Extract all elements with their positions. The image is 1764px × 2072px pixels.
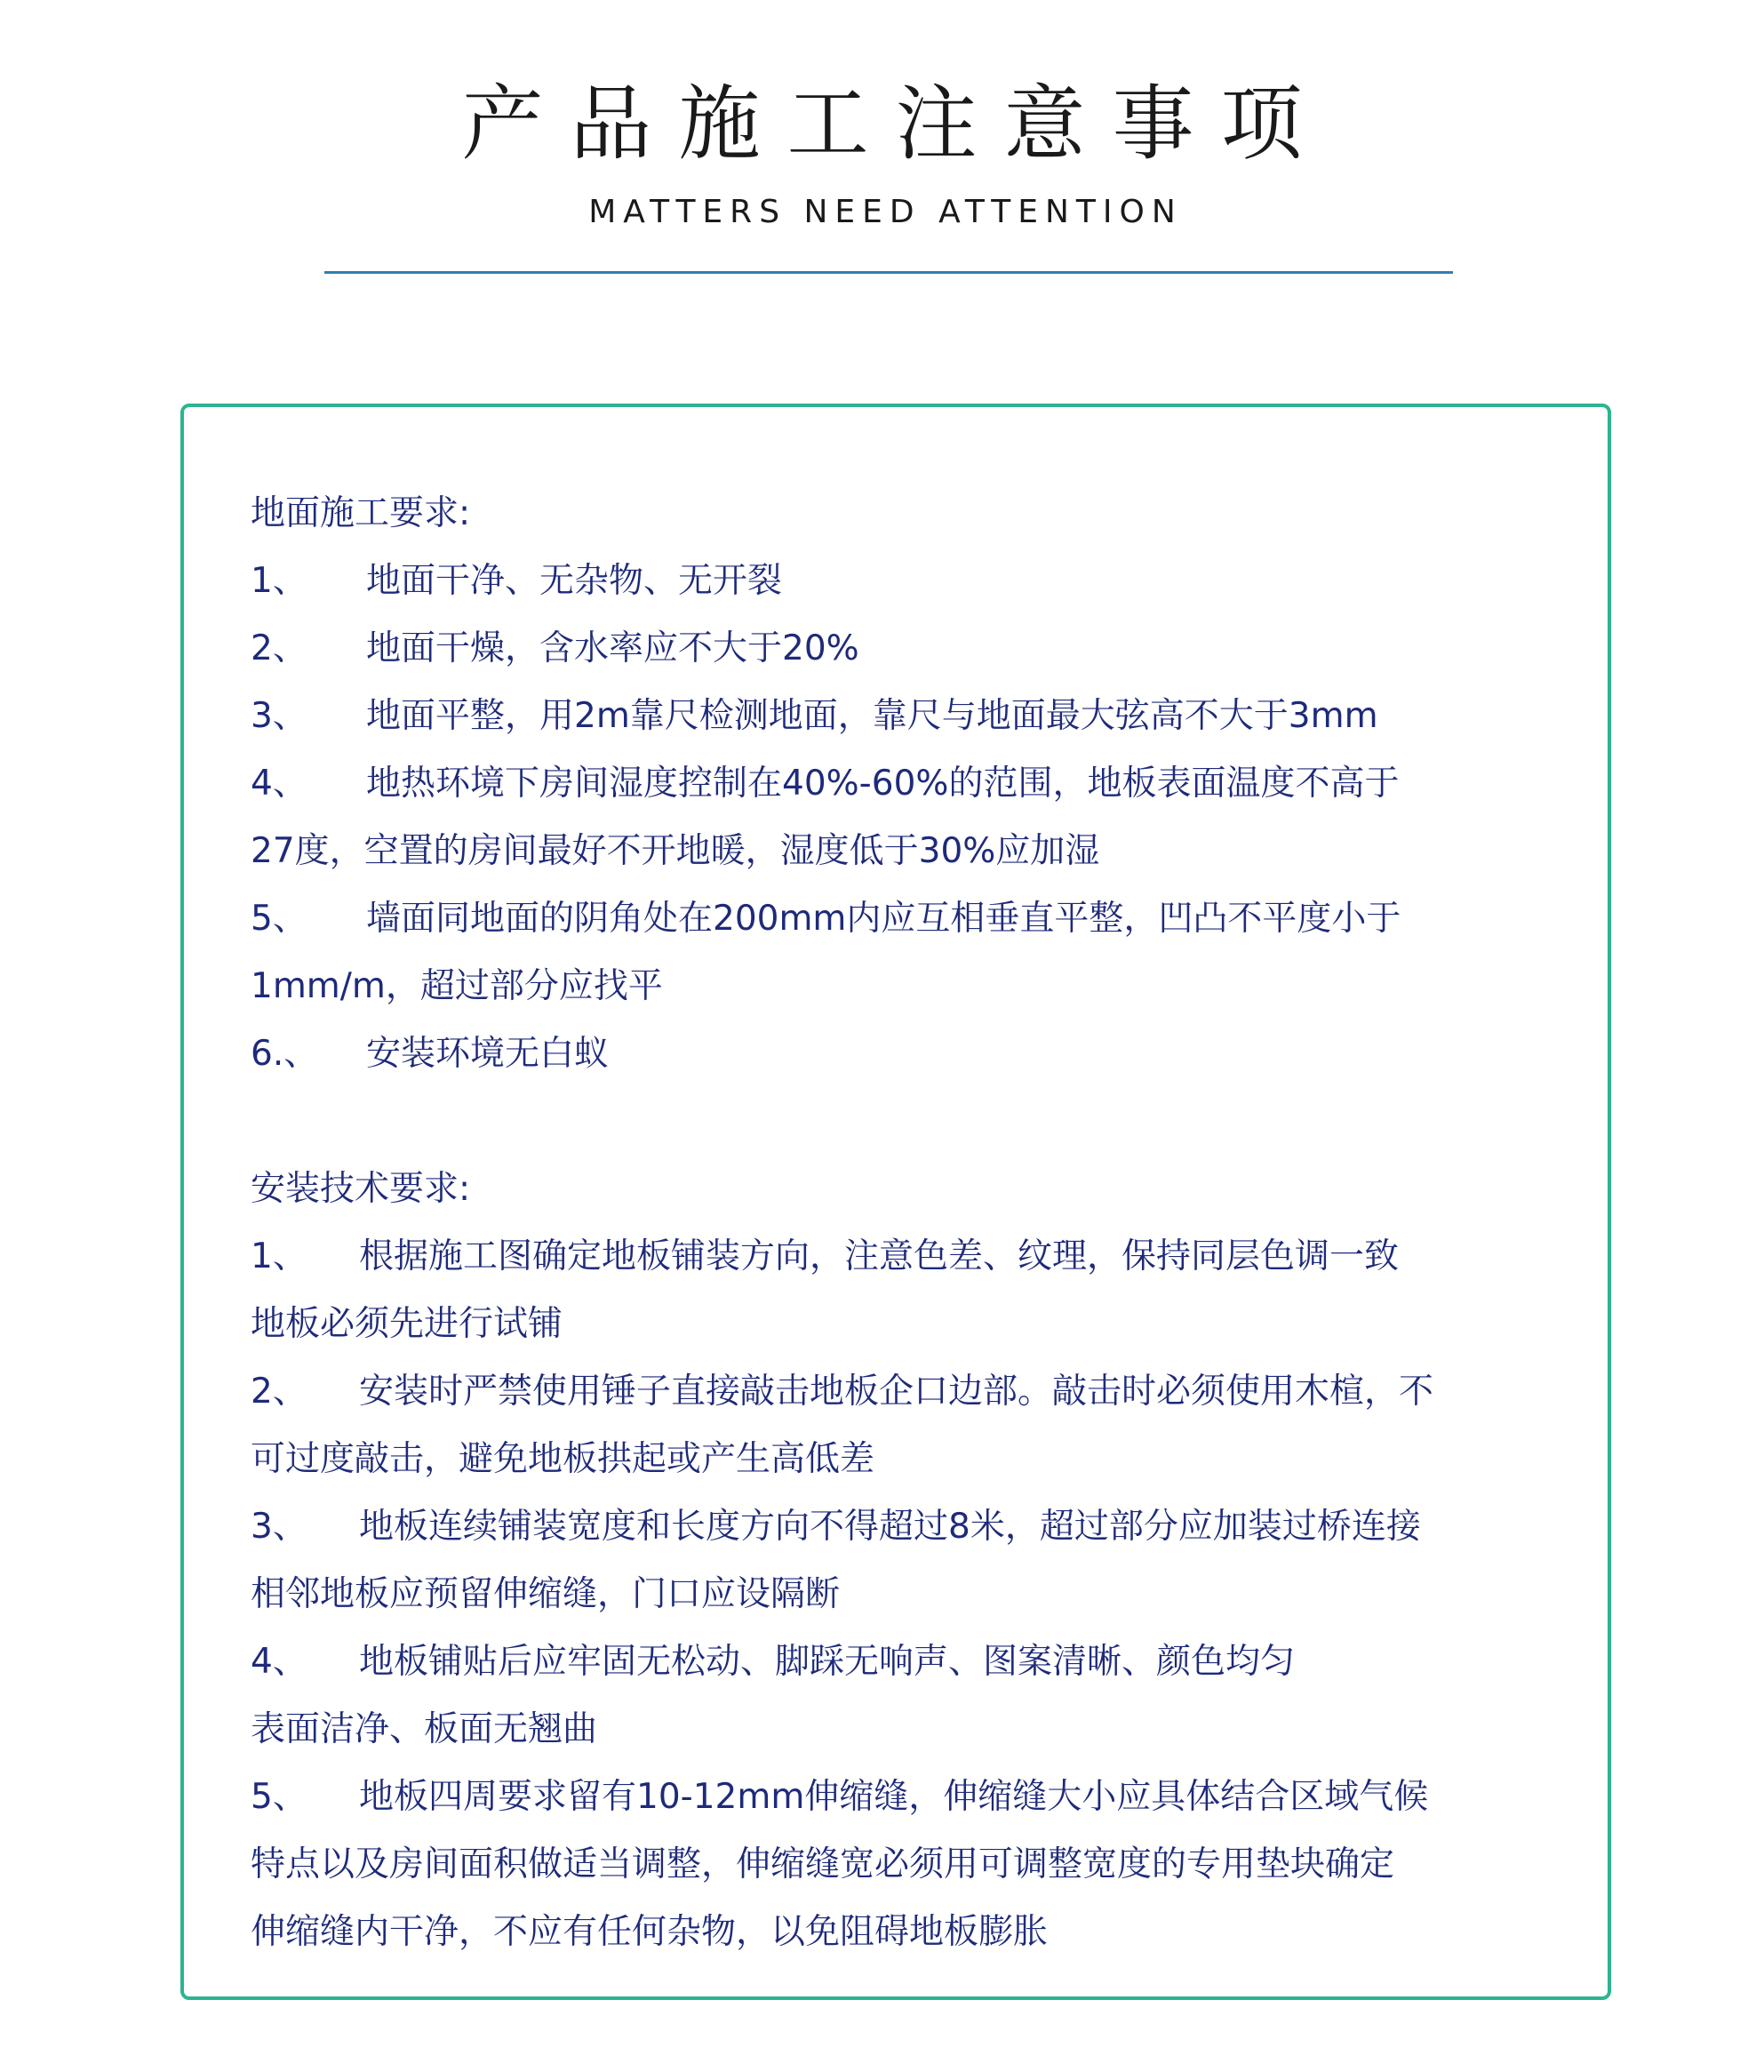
page-subtitle: MATTERS NEED ATTENTION [588,194,1183,230]
item-text: 安装时严禁使用锤子直接敲击地板企口边部。敲击时必须使用木楦，不 [359,1372,1434,1412]
item-text: 地板四周要求留有10-12mm伸缩缝，伸缩缝大小应具体结合区域气候 [359,1777,1429,1817]
install-section-heading: 安装技术要求: [251,1169,471,1209]
item-number: 1、 [251,1236,307,1276]
item-number: 6.、 [251,1034,319,1074]
item-number: 4、 [251,764,307,804]
item-number: 3、 [251,696,307,736]
install-item-1 [251,1223,1566,1291]
ground-item-4-continued: 27度，空置的房间最好不开地暖，湿度低于30%应加湿 [251,831,1100,871]
notice-content [251,480,1566,1966]
item-number: 4、 [251,1642,307,1682]
install-item-5-continued: 特点以及房间面积做适当调整，伸缩缝宽必须用可调整宽度的专用垫块确定 [251,1844,1395,1884]
item-number: 5、 [251,1777,307,1817]
ground-item-5-continued: 1mm/m，超过部分应找平 [251,966,663,1006]
ground-item-4 [251,750,1566,818]
item-number: 1、 [251,561,307,601]
item-text: 安装环境无白蚁 [366,1034,610,1074]
item-text: 墙面同地面的阴角处在200mm内应互相垂直平整，凹凸不平度小于 [366,899,1401,939]
item-text: 地面干净、无杂物、无开裂 [366,561,783,601]
item-text: 地面平整，用2m靠尺检测地面，靠尺与地面最大弦高不大于3mm [366,696,1378,736]
install-item-2-continued: 可过度敲击，避免地板拱起或产生高低差 [251,1439,875,1479]
section-spacer [251,1088,1566,1156]
install-item-3 [251,1493,1566,1561]
item-text: 地板连续铺装宽度和长度方向不得超过8米，超过部分应加装过桥连接 [359,1507,1421,1547]
header-divider [324,271,1453,274]
install-item-4-continued: 表面洁净、板面无翘曲 [251,1709,598,1749]
ground-section-heading: 地面施工要求: [251,493,471,533]
install-item-5 [251,1764,1566,1831]
install-item-2 [251,1358,1566,1426]
notice-panel [180,404,1611,2000]
install-item-5-continued-2: 伸缩缝内干净，不应有任何杂物，以免阻碍地板膨胀 [251,1912,1049,1952]
item-text: 地面干燥，含水率应不大于20% [366,628,859,668]
install-item-3-continued: 相邻地板应预留伸缩缝，门口应设隔断 [251,1574,841,1614]
ground-item-1 [251,548,1566,615]
item-text: 根据施工图确定地板铺装方向，注意色差、纹理，保持同层色调一致 [359,1236,1400,1276]
ground-item-2 [251,615,1566,683]
item-number: 2、 [251,628,307,668]
install-item-4 [251,1628,1566,1696]
ground-item-6 [251,1020,1566,1088]
item-number: 5、 [251,899,307,939]
item-number: 3、 [251,1507,307,1547]
item-text: 地板铺贴后应牢固无松动、脚踩无响声、图案清晰、颜色均匀 [359,1642,1296,1682]
item-number: 2、 [251,1372,307,1412]
install-item-1-continued: 地板必须先进行试铺 [251,1304,563,1344]
item-text: 地热环境下房间湿度控制在40%-60%的范围，地板表面温度不高于 [366,764,1400,804]
page-title: 产品施工注意事项 [461,76,1329,172]
ground-item-5 [251,885,1566,953]
ground-item-3 [251,683,1566,750]
